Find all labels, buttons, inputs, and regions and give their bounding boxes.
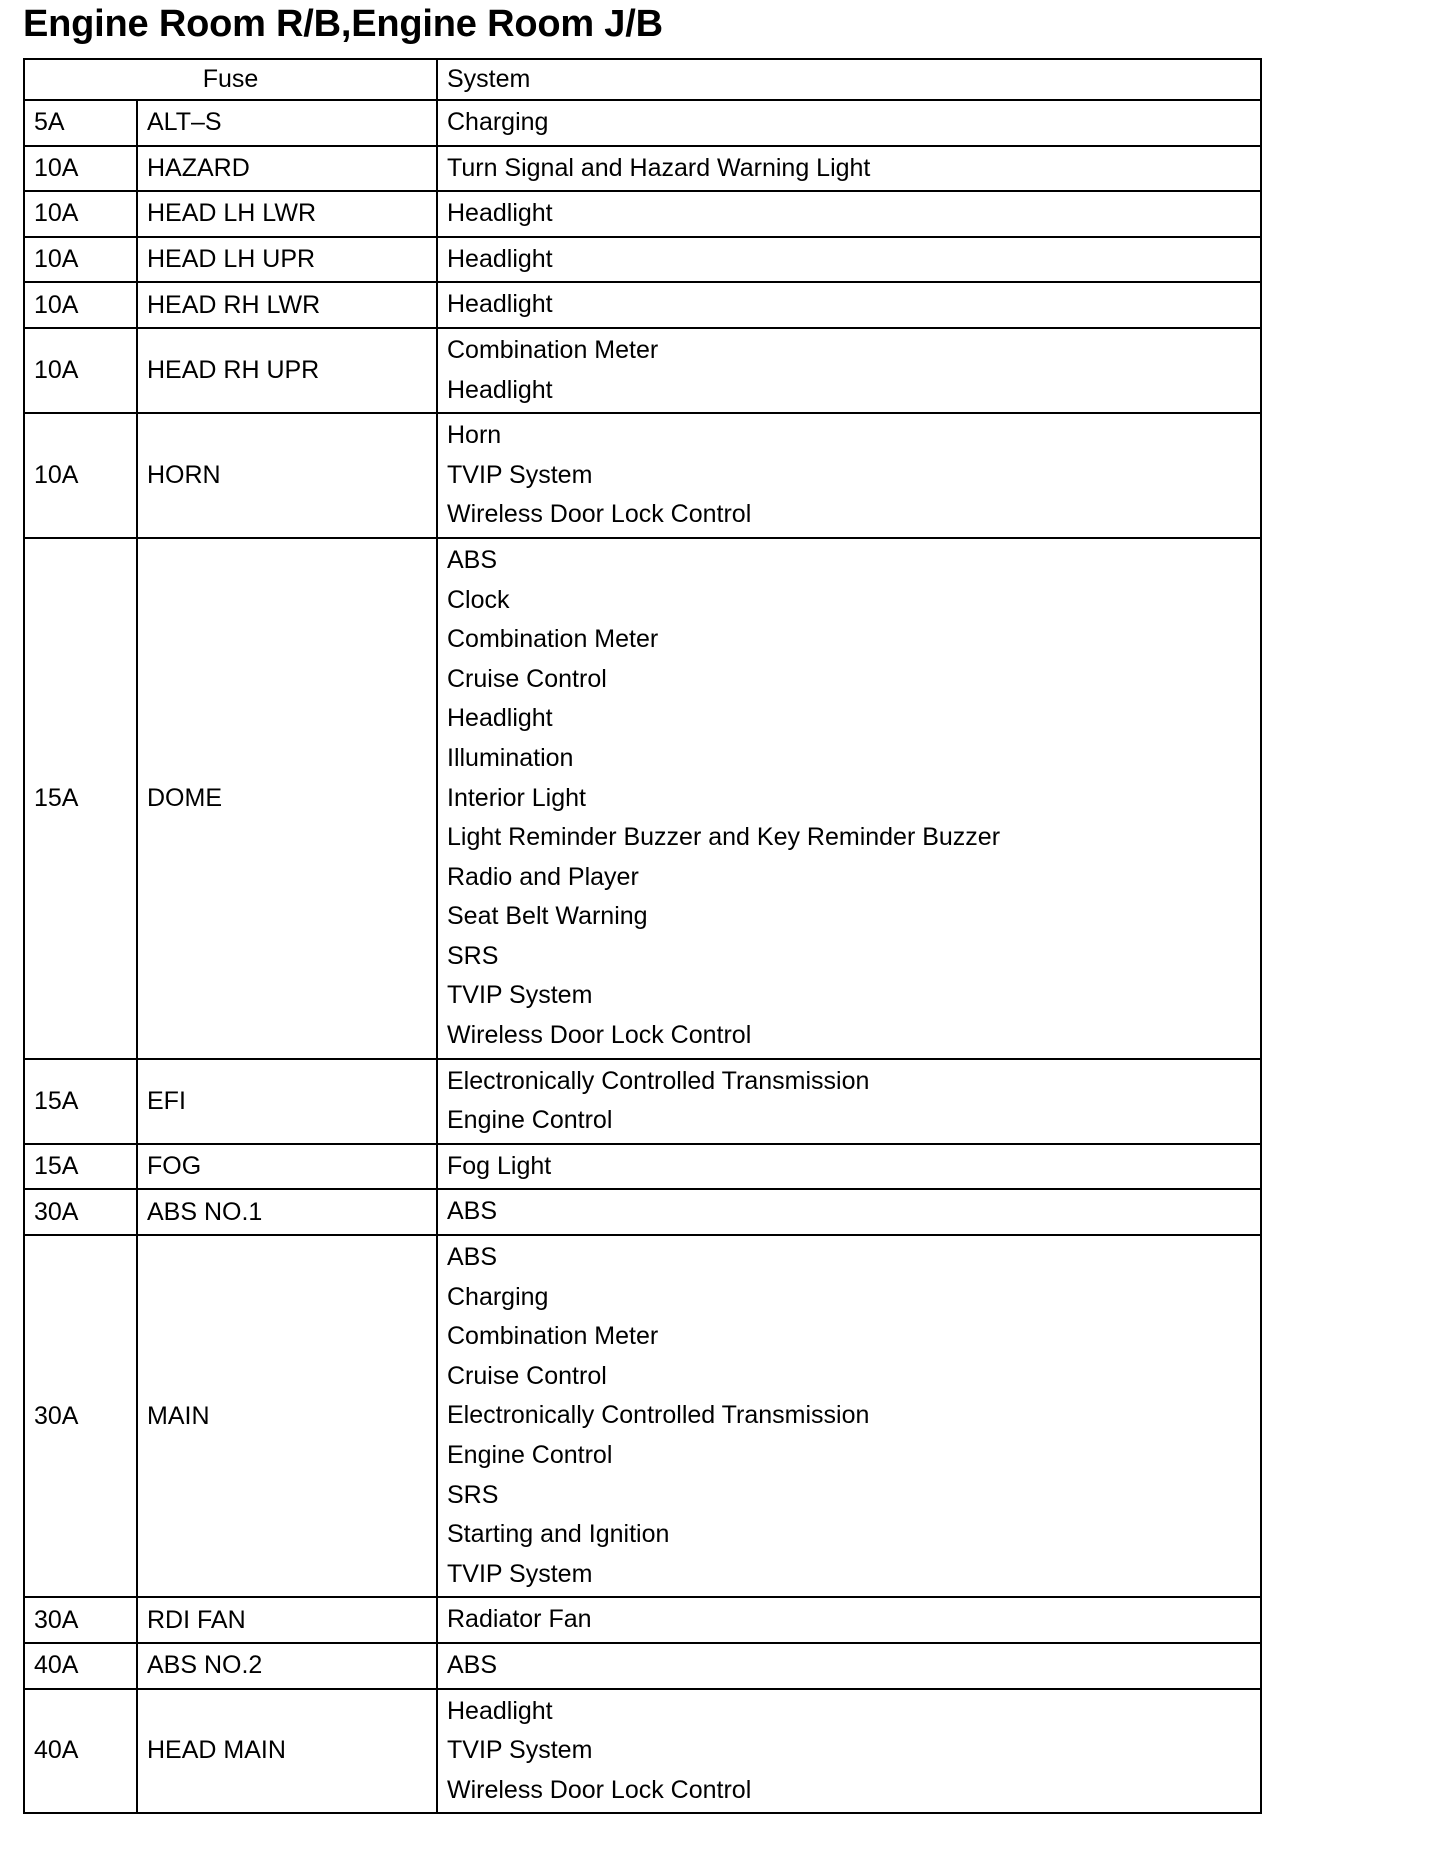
system-cell bbox=[437, 1689, 1261, 1814]
table-row bbox=[24, 191, 1261, 237]
system-item: TVIP System bbox=[447, 981, 593, 1010]
table-row bbox=[24, 1189, 1261, 1235]
fuse-amperage: 30A bbox=[24, 1597, 137, 1643]
page-title: Engine Room R/B,Engine Room J/B bbox=[23, 3, 663, 45]
fuse-amperage: 5A bbox=[24, 100, 137, 146]
system-item: Interior Light bbox=[447, 783, 586, 812]
system-cell bbox=[437, 413, 1261, 538]
fuse-name: ALT–S bbox=[137, 100, 437, 146]
system-item: SRS bbox=[447, 941, 499, 970]
system-cell bbox=[437, 1144, 1261, 1190]
fuse-name: MAIN bbox=[137, 1235, 437, 1597]
table-row bbox=[24, 1643, 1261, 1689]
fuse-table-body bbox=[24, 100, 1261, 1813]
fuse-amperage: 15A bbox=[24, 1059, 137, 1144]
system-cell bbox=[437, 100, 1261, 146]
system-cell bbox=[437, 191, 1261, 237]
table-row bbox=[24, 1059, 1261, 1144]
fuse-amperage: 10A bbox=[24, 413, 137, 538]
table-row bbox=[24, 538, 1261, 1059]
fuse-amperage: 30A bbox=[24, 1235, 137, 1597]
system-item: Combination Meter bbox=[447, 1322, 659, 1351]
table-row bbox=[24, 237, 1261, 283]
table-row bbox=[24, 1597, 1261, 1643]
system-item: Cruise Control bbox=[447, 1361, 607, 1390]
table-row bbox=[24, 1144, 1261, 1190]
fuse-amperage: 10A bbox=[24, 191, 137, 237]
system-item: Headlight bbox=[447, 1696, 553, 1725]
system-item: Clock bbox=[447, 585, 510, 614]
fuse-name: HEAD RH LWR bbox=[137, 282, 437, 328]
system-cell bbox=[437, 538, 1261, 1059]
system-item: Light Reminder Buzzer and Key Reminder Buzzer bbox=[447, 823, 1001, 852]
system-item: Electronically Controlled Transmission bbox=[447, 1401, 870, 1430]
system-item: Engine Control bbox=[447, 1106, 613, 1135]
table-row bbox=[24, 1689, 1261, 1814]
fuse-name: HORN bbox=[137, 413, 437, 538]
fuse-table bbox=[23, 58, 1262, 1814]
fuse-name: DOME bbox=[137, 538, 437, 1059]
fuse-amperage: 40A bbox=[24, 1689, 137, 1814]
fuse-amperage: 15A bbox=[24, 538, 137, 1059]
fuse-column-header: Fuse bbox=[24, 59, 437, 100]
system-item: Charging bbox=[447, 1282, 549, 1311]
system-cell bbox=[437, 328, 1261, 413]
system-item: ABS bbox=[447, 545, 498, 574]
fuse-name: HAZARD bbox=[137, 146, 437, 192]
table-header-row bbox=[24, 59, 1261, 100]
table-row bbox=[24, 328, 1261, 413]
system-cell bbox=[437, 1597, 1261, 1643]
fuse-name: HEAD RH UPR bbox=[137, 328, 437, 413]
system-item: ABS bbox=[447, 1650, 498, 1679]
system-item: Electronically Controlled Transmission bbox=[447, 1066, 870, 1095]
fuse-amperage: 40A bbox=[24, 1643, 137, 1689]
system-item: Seat Belt Warning bbox=[447, 902, 648, 931]
fuse-amperage: 10A bbox=[24, 237, 137, 283]
system-item: Fog Light bbox=[447, 1151, 552, 1180]
system-cell bbox=[437, 1643, 1261, 1689]
system-item: TVIP System bbox=[447, 1559, 593, 1588]
system-item: Engine Control bbox=[447, 1441, 613, 1469]
system-item: Radio and Player bbox=[447, 862, 639, 891]
fuse-amperage: 10A bbox=[24, 146, 137, 192]
system-item: ABS bbox=[447, 1243, 498, 1272]
system-item: TVIP System bbox=[447, 460, 593, 489]
system-item: ABS bbox=[447, 1197, 498, 1226]
system-item: Illumination bbox=[447, 743, 574, 772]
system-cell bbox=[437, 1189, 1261, 1235]
system-item: Headlight bbox=[447, 199, 553, 228]
system-cell bbox=[437, 1235, 1261, 1597]
fuse-name: FOG bbox=[137, 1144, 437, 1190]
system-item: Radiator Fan bbox=[447, 1605, 592, 1634]
system-cell bbox=[437, 1059, 1261, 1144]
table-row bbox=[24, 1235, 1261, 1597]
system-item: Combination Meter bbox=[447, 625, 659, 654]
system-cell bbox=[437, 282, 1261, 328]
system-item: Wireless Door Lock Control bbox=[447, 500, 752, 529]
fuse-amperage: 10A bbox=[24, 328, 137, 413]
table-row bbox=[24, 100, 1261, 146]
system-item: Cruise Control bbox=[447, 664, 607, 693]
fuse-name: RDI FAN bbox=[137, 1597, 437, 1643]
fuse-name: HEAD LH UPR bbox=[137, 237, 437, 283]
table-row bbox=[24, 146, 1261, 192]
system-item: Turn Signal and Hazard Warning Light bbox=[447, 153, 871, 182]
system-cell bbox=[437, 146, 1261, 192]
system-item: Horn bbox=[447, 421, 502, 450]
fuse-name: HEAD MAIN bbox=[137, 1689, 437, 1814]
system-item: Starting and Ignition bbox=[447, 1520, 670, 1549]
fuse-amperage: 30A bbox=[24, 1189, 137, 1235]
fuse-amperage: 10A bbox=[24, 282, 137, 328]
system-item: Wireless Door Lock Control bbox=[447, 1021, 752, 1050]
system-item: TVIP System bbox=[447, 1736, 593, 1765]
fuse-name: EFI bbox=[137, 1059, 437, 1144]
fuse-amperage: 15A bbox=[24, 1144, 137, 1190]
system-item: Headlight bbox=[447, 244, 553, 273]
system-cell bbox=[437, 237, 1261, 283]
system-item: Headlight bbox=[447, 375, 553, 404]
system-item: SRS bbox=[447, 1480, 499, 1509]
fuse-name: ABS NO.1 bbox=[137, 1189, 437, 1235]
system-column-header: System bbox=[437, 59, 1261, 100]
fuse-name: HEAD LH LWR bbox=[137, 191, 437, 237]
table-row bbox=[24, 282, 1261, 328]
system-item: Headlight bbox=[447, 290, 553, 319]
system-item: Headlight bbox=[447, 704, 553, 733]
fuse-name: ABS NO.2 bbox=[137, 1643, 437, 1689]
table-row bbox=[24, 413, 1261, 538]
system-item: Charging bbox=[447, 108, 549, 136]
system-item: Wireless Door Lock Control bbox=[447, 1775, 752, 1804]
system-item: Combination Meter bbox=[447, 335, 659, 364]
